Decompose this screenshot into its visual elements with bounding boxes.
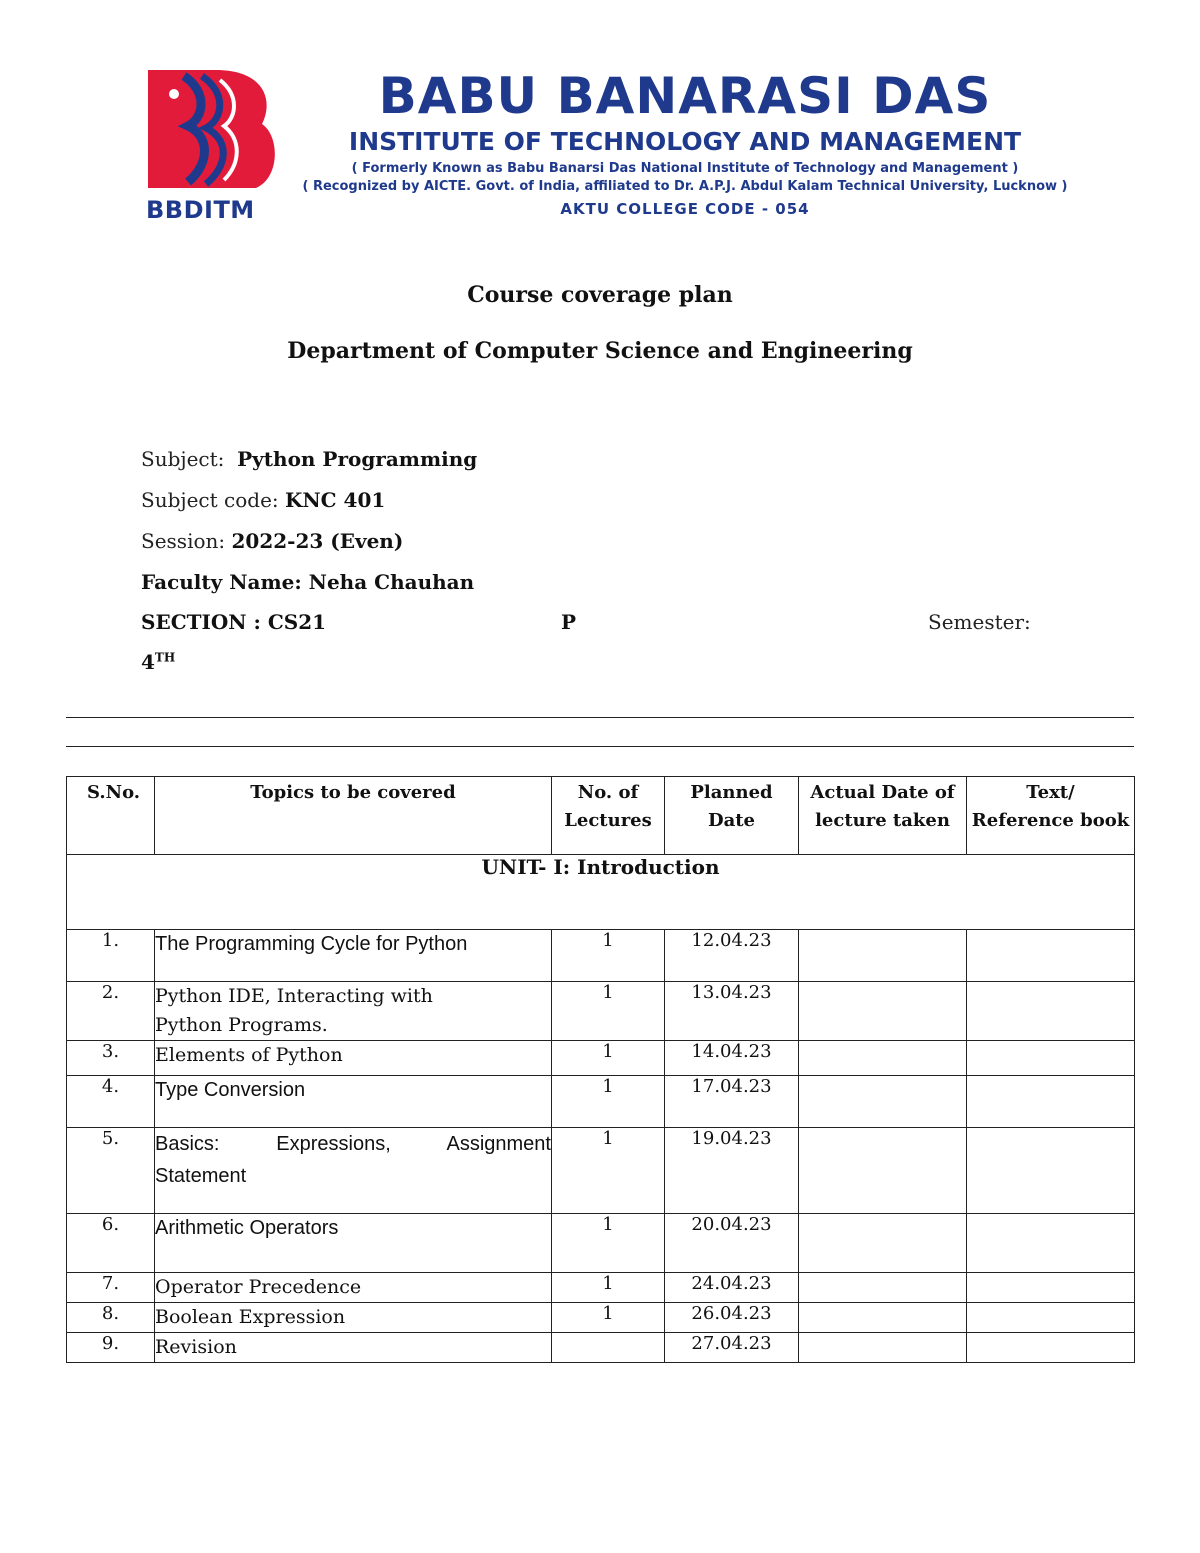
row-actual-date [799, 930, 967, 982]
table-row [67, 930, 1135, 982]
row-sno: 3. [67, 1041, 155, 1076]
header-planned-date: Planned Date [665, 777, 799, 855]
row-lectures: 1 [552, 1214, 665, 1273]
header-topics: Topics to be covered [155, 777, 552, 855]
row-reference-book [967, 1128, 1135, 1214]
row-sno: 7. [67, 1273, 155, 1303]
row-lectures [552, 1333, 665, 1363]
document-title: Course coverage plan [467, 282, 733, 308]
row-actual-date [799, 1273, 967, 1303]
session-line [141, 529, 403, 553]
row-lectures: 1 [552, 1128, 665, 1214]
unit-title: UNIT- I: Introduction [67, 855, 1135, 930]
row-lectures: 1 [552, 1041, 665, 1076]
table-row [67, 1333, 1135, 1363]
semester-suffix: TH [154, 650, 176, 665]
row-reference-book [967, 982, 1135, 1041]
semester-label: Semester: [928, 610, 1031, 634]
row-planned-date: 13.04.23 [665, 982, 799, 1041]
table-row [67, 1303, 1135, 1333]
row-actual-date [799, 1333, 967, 1363]
table-row [67, 1076, 1135, 1128]
session-value: 2022-23 (Even) [231, 529, 404, 553]
row-planned-date: 26.04.23 [665, 1303, 799, 1333]
subject-code-value: KNC 401 [285, 488, 386, 512]
row-topic: Arithmetic Operators [155, 1214, 552, 1273]
header-lectures: No. of Lectures [552, 777, 665, 855]
row-reference-book [967, 1333, 1135, 1363]
session-label: Session: [141, 529, 226, 553]
row-topic: Revision [155, 1333, 552, 1363]
course-plan-table [66, 776, 1135, 1363]
table-row [67, 1273, 1135, 1303]
row-sno: 8. [67, 1303, 155, 1333]
row-topic: Elements of Python [155, 1041, 552, 1076]
logo-text: BBDITM [146, 196, 255, 224]
row-actual-date [799, 1076, 967, 1128]
header-reference-book: Text/ Reference book [967, 777, 1135, 855]
row-planned-date: 14.04.23 [665, 1041, 799, 1076]
row-sno: 4. [67, 1076, 155, 1128]
row-lectures: 1 [552, 1303, 665, 1333]
table-row [67, 1214, 1135, 1273]
row-actual-date [799, 1303, 967, 1333]
unit-row [67, 855, 1135, 930]
subject-label: Subject: [141, 447, 225, 471]
row-planned-date: 20.04.23 [665, 1214, 799, 1273]
row-topic: Boolean Expression [155, 1303, 552, 1333]
row-planned-date: 27.04.23 [665, 1333, 799, 1363]
table-row [67, 1041, 1135, 1076]
row-planned-date: 19.04.23 [665, 1128, 799, 1214]
row-topic: Type Conversion [155, 1076, 552, 1128]
table-row [67, 1128, 1135, 1214]
row-reference-book [967, 1041, 1135, 1076]
row-planned-date: 17.04.23 [665, 1076, 799, 1128]
college-code: AKTU COLLEGE CODE - 054 [560, 200, 810, 218]
row-lectures: 1 [552, 1076, 665, 1128]
row-reference-book [967, 1303, 1135, 1333]
row-lectures: 1 [552, 930, 665, 982]
row-reference-book [967, 1273, 1135, 1303]
section-p: P [561, 610, 577, 634]
row-actual-date [799, 982, 967, 1041]
row-topic: Operator Precedence [155, 1273, 552, 1303]
row-planned-date: 24.04.23 [665, 1273, 799, 1303]
row-topic: The Programming Cycle for Python [155, 930, 552, 982]
semester-number: 4 [141, 650, 155, 674]
row-actual-date [799, 1128, 967, 1214]
semester-value [141, 650, 175, 674]
row-topic: Python IDE, Interacting with Python Programs. [155, 982, 552, 1041]
divider [66, 746, 1134, 747]
row-lectures: 1 [552, 1273, 665, 1303]
row-sno: 9. [67, 1333, 155, 1363]
row-sno: 1. [67, 930, 155, 982]
faculty-name: Faculty Name: Neha Chauhan [141, 570, 475, 594]
row-sno: 2. [67, 982, 155, 1041]
institute-recognition: ( Recognized by AICTE. Govt. of India, affiliated to Dr. A.P.J. Abdul Kalam Technical University, Lucknow ) [302, 179, 1068, 194]
row-actual-date [799, 1041, 967, 1076]
subject-code-label: Subject code: [141, 488, 279, 512]
institute-name: BABU BANARASI DAS [378, 67, 992, 125]
subject-value: Python Programming [237, 447, 478, 471]
row-planned-date: 12.04.23 [665, 930, 799, 982]
row-actual-date [799, 1214, 967, 1273]
row-lectures: 1 [552, 982, 665, 1041]
row-reference-book [967, 1076, 1135, 1128]
subject-line [141, 447, 477, 471]
section: SECTION : CS21 [141, 610, 327, 634]
department-title: Department of Computer Science and Engineering [287, 338, 913, 364]
institute-former-name: ( Formerly Known as Babu Banarsi Das National Institute of Technology and Management ) [351, 161, 1019, 176]
table-row [67, 982, 1135, 1041]
header-actual-date: Actual Date of lecture taken [799, 777, 967, 855]
subject-code-line [141, 488, 385, 512]
row-reference-book [967, 1214, 1135, 1273]
header-sno: S.No. [67, 777, 155, 855]
table-header-row [67, 777, 1135, 855]
row-topic: Basics: Expressions, Assignment Statement [155, 1128, 552, 1214]
divider [66, 717, 1134, 718]
institute-subtitle: INSTITUTE OF TECHNOLOGY AND MANAGEMENT [348, 127, 1022, 156]
row-reference-book [967, 930, 1135, 982]
row-sno: 6. [67, 1214, 155, 1273]
row-sno: 5. [67, 1128, 155, 1214]
